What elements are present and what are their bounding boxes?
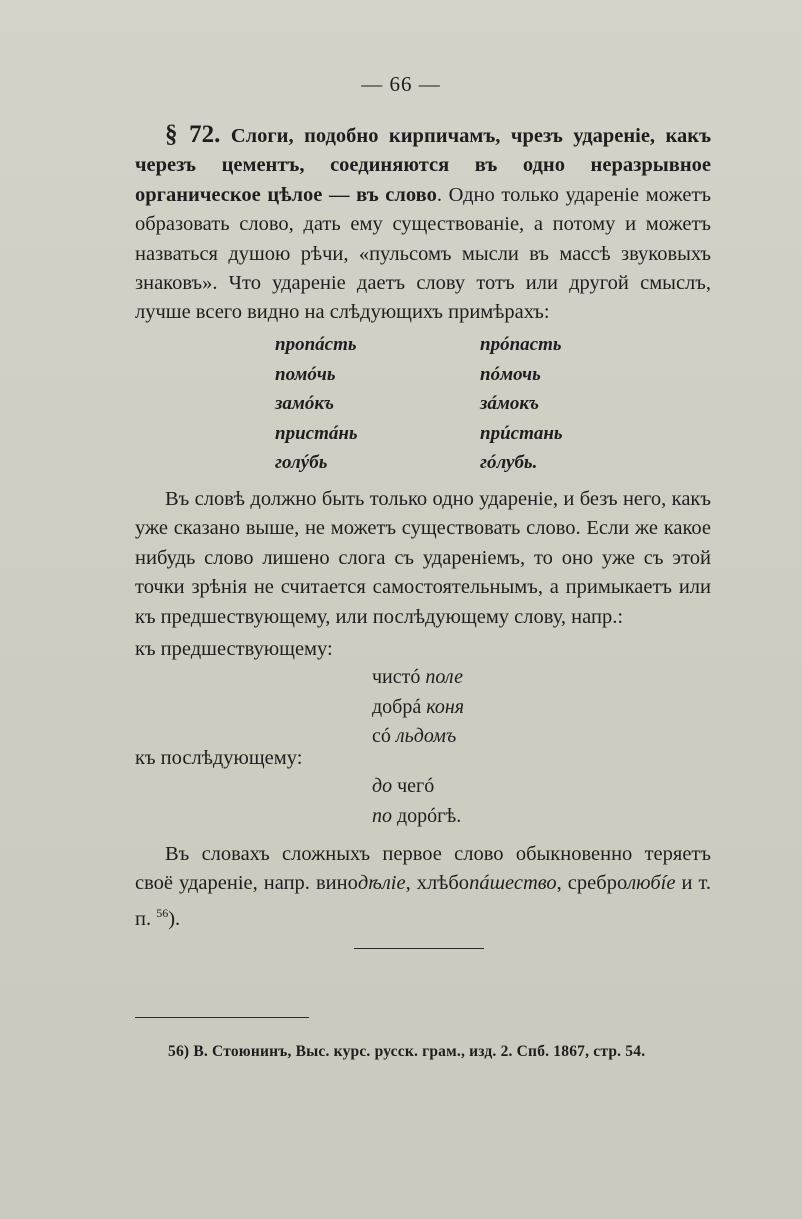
section-rest-text: . Одно только удареніе можетъ образовать слово, дать ему существованіе, а потому и можетъ назваться душою рѣчи, «пульсомъ мысли въ массѣ звуковыхъ знаковъ». Что удареніе даетъ слову тотъ или другой смыслъ, лучше всего видно на слѣдующихъ примѣрахъ: [135, 183, 711, 324]
example-line [372, 722, 464, 752]
section-number: § 72. [165, 121, 221, 148]
paragraph-3-text-5: ). [168, 907, 181, 930]
stress-pair-right: прúстань [480, 422, 563, 444]
group2-examples [372, 772, 461, 831]
example-word: чегó [397, 775, 435, 797]
stress-pair-right: пóмочь [480, 363, 541, 385]
stress-pair-right: зáмокъ [480, 393, 540, 414]
paragraph-3-text-1: Въ словахъ сложныхъ первое слово обыкновенно теряетъ своё удареніе, напр. вино [135, 843, 711, 895]
stress-pair-left: замóкъ [275, 393, 335, 414]
example-line [372, 802, 461, 832]
stress-pair-left: помóчь [275, 363, 336, 385]
example-clitic: коня [426, 695, 465, 718]
footnote: 56) В. Стоюнинъ, Выс. курс. русск. грам., изд. 2. Спб. 1867, стр. 54. [168, 1043, 646, 1060]
stress-pair-row [275, 330, 655, 360]
example-clitic: до [372, 775, 393, 797]
section-lead-text: Слоги, подобно кирпичамъ, чрезъ удареніе, какъ черезъ цементъ, соединяются въ одно неразрывное органическое цѣлое — въ [135, 125, 712, 206]
paragraph-3-italic-3: любíе [627, 872, 676, 895]
footnote-reference: 56 [156, 905, 169, 920]
paragraph-3-text-2: , хлѣбо [405, 872, 470, 895]
stress-pair-row [275, 419, 655, 449]
example-line [372, 693, 464, 723]
paragraph-3-text-3: , сребро [556, 872, 628, 895]
paragraph-3-italic-1: дѣліе [357, 872, 406, 895]
footnote-rule [135, 1017, 309, 1018]
stress-pair-left: пристáнь [275, 422, 358, 444]
stress-pair-row [275, 389, 655, 419]
example-word: дорóгѣ. [397, 804, 462, 827]
example-word: добрá [372, 695, 422, 718]
paragraph-2 [135, 485, 711, 632]
example-clitic: льдомъ [395, 725, 457, 747]
group2-label: къ послѣдующему: [135, 747, 303, 769]
example-word: чистó [372, 666, 421, 688]
stress-pair-right: прóпасть [480, 334, 562, 355]
paragraph-2-text: Въ словѣ должно быть только одно удареніе, и безъ него, какъ уже сказано выше, не можетъ существовать слово. Если же какое нибудь слово лишено слога съ удареніемъ, то оно уже съ этой точки зрѣнія не считается самостоятельнымъ, а примыкаетъ или къ предшествующему, или послѣдующему слову, напр.: [135, 488, 711, 628]
example-line [372, 663, 464, 693]
stress-pairs-list [275, 330, 655, 478]
example-clitic: по [372, 804, 392, 827]
section-paragraph [135, 120, 711, 328]
example-line [372, 772, 461, 802]
stress-pair-row [275, 360, 655, 390]
page-number: — 66 — [361, 72, 441, 96]
stress-pair-row [275, 448, 655, 478]
stress-pair-left: пропáсть [275, 334, 357, 355]
stress-pair-left: голýбь [275, 452, 328, 473]
example-clitic: поле [425, 666, 463, 688]
paragraph-3-italic-2: пáшество [469, 872, 557, 895]
section-end-rule [354, 948, 484, 949]
stress-pair-right: гóлубь. [480, 452, 538, 473]
group1-examples [372, 663, 464, 752]
paragraph-3-text-4: и т. п. [135, 872, 712, 930]
group1-label: къ предшествующему: [135, 638, 333, 660]
paragraph-3 [135, 840, 711, 934]
example-word: có [372, 725, 391, 747]
section-bold-word: слово [385, 183, 437, 206]
